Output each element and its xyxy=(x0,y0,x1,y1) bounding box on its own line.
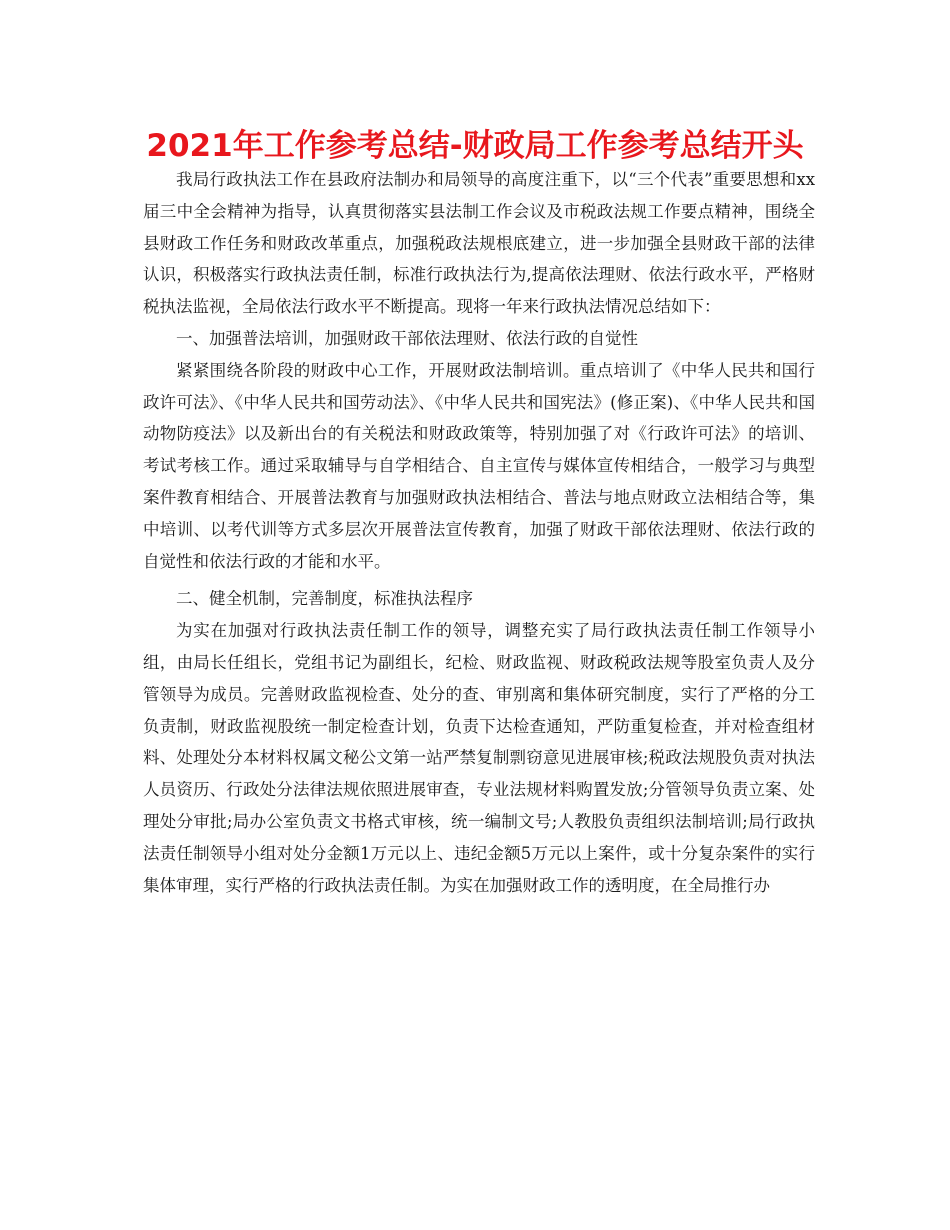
body-paragraph: 我局行政执法工作在县政府法制办和局领导的高度注重下，以“三个代表”重要思想和xx届三中全会精神为指导，认真贯彻落实县法制工作会议及市税政法规工作要点精神，围绕全县财政工作任务和财政改革重点，加强税政法规根底建立，进一步加强全县财政干部的法律认识，积极落实行政执法责任制，标准行政执法行为,提高依法理财、依法行政水平，严格财税执法监视，全局依法行政水平不断提高。现将一年来行政执法情况总结如下： xyxy=(143,170,815,317)
section-heading-1: 一、加强普法培训，加强财政干部依法理财、依法行政的自觉性 xyxy=(176,328,638,348)
body-paragraph: 为实在加强对行政执法责任制工作的领导，调整充实了局行政执法责任制工作领导小组，由局长任组长，党组书记为副组长，纪检、财政监视、财政税政法规等股室负责人及分管领导为成员。完善财政监视检查、处分的查、审别离和集体研究制度，实行了严格的分工负责制，财政监视股统一制定检查计划，负责下达检查通知，严防重复检查，并对检查组材料、处理处分本材料权属文秘公文第一站严禁复制剽窃意见进展审核;税政法规股负责对执法人员资历、行政处分法律法规依照进展审查，专业法规材料购置发放;分管领导负责立案、处理处分审批;局办公室负责文书格式审核，统一编制文号;人教股负责组织法制培训;局行政执法责任制领导小组对处分金额1万元以上、违纪金额5万元以上案件，或十分复杂案件的实行集体审理，实行严格的行政执法责任制。为实在加强财政工作的透明度，在全局推行办 xyxy=(143,621,815,895)
document-title: 2021年工作参考总结-财政局工作参考总结开头 xyxy=(146,128,804,164)
document-body xyxy=(143,164,815,901)
section-heading-2: 二、健全机制，完善制度，标准执法程序 xyxy=(176,589,473,609)
body-paragraph: 紧紧围绕各阶段的财政中心工作，开展财政法制培训。重点培训了《中华人民共和国行政许可法》、《中华人民共和国劳动法》、《中华人民共和国宪法》(修正案)、《中华人民共和国动物防疫法》以及新出台的有关税法和财政政策等，特别加强了对《行政许可法》的培训、考试考核工作。通过采取辅导与自学相结合、自主宣传与媒体宣传相结合，一般学习与典型案件教育相结合、开展普法教育与加强财政执法相结合、普法与地点财政立法相结合等，集中培训、以考代训等方式多层次开展普法宣传教育，加强了财政干部依法理财、依法行政的自觉性和依法行政的才能和水平。 xyxy=(143,360,815,571)
